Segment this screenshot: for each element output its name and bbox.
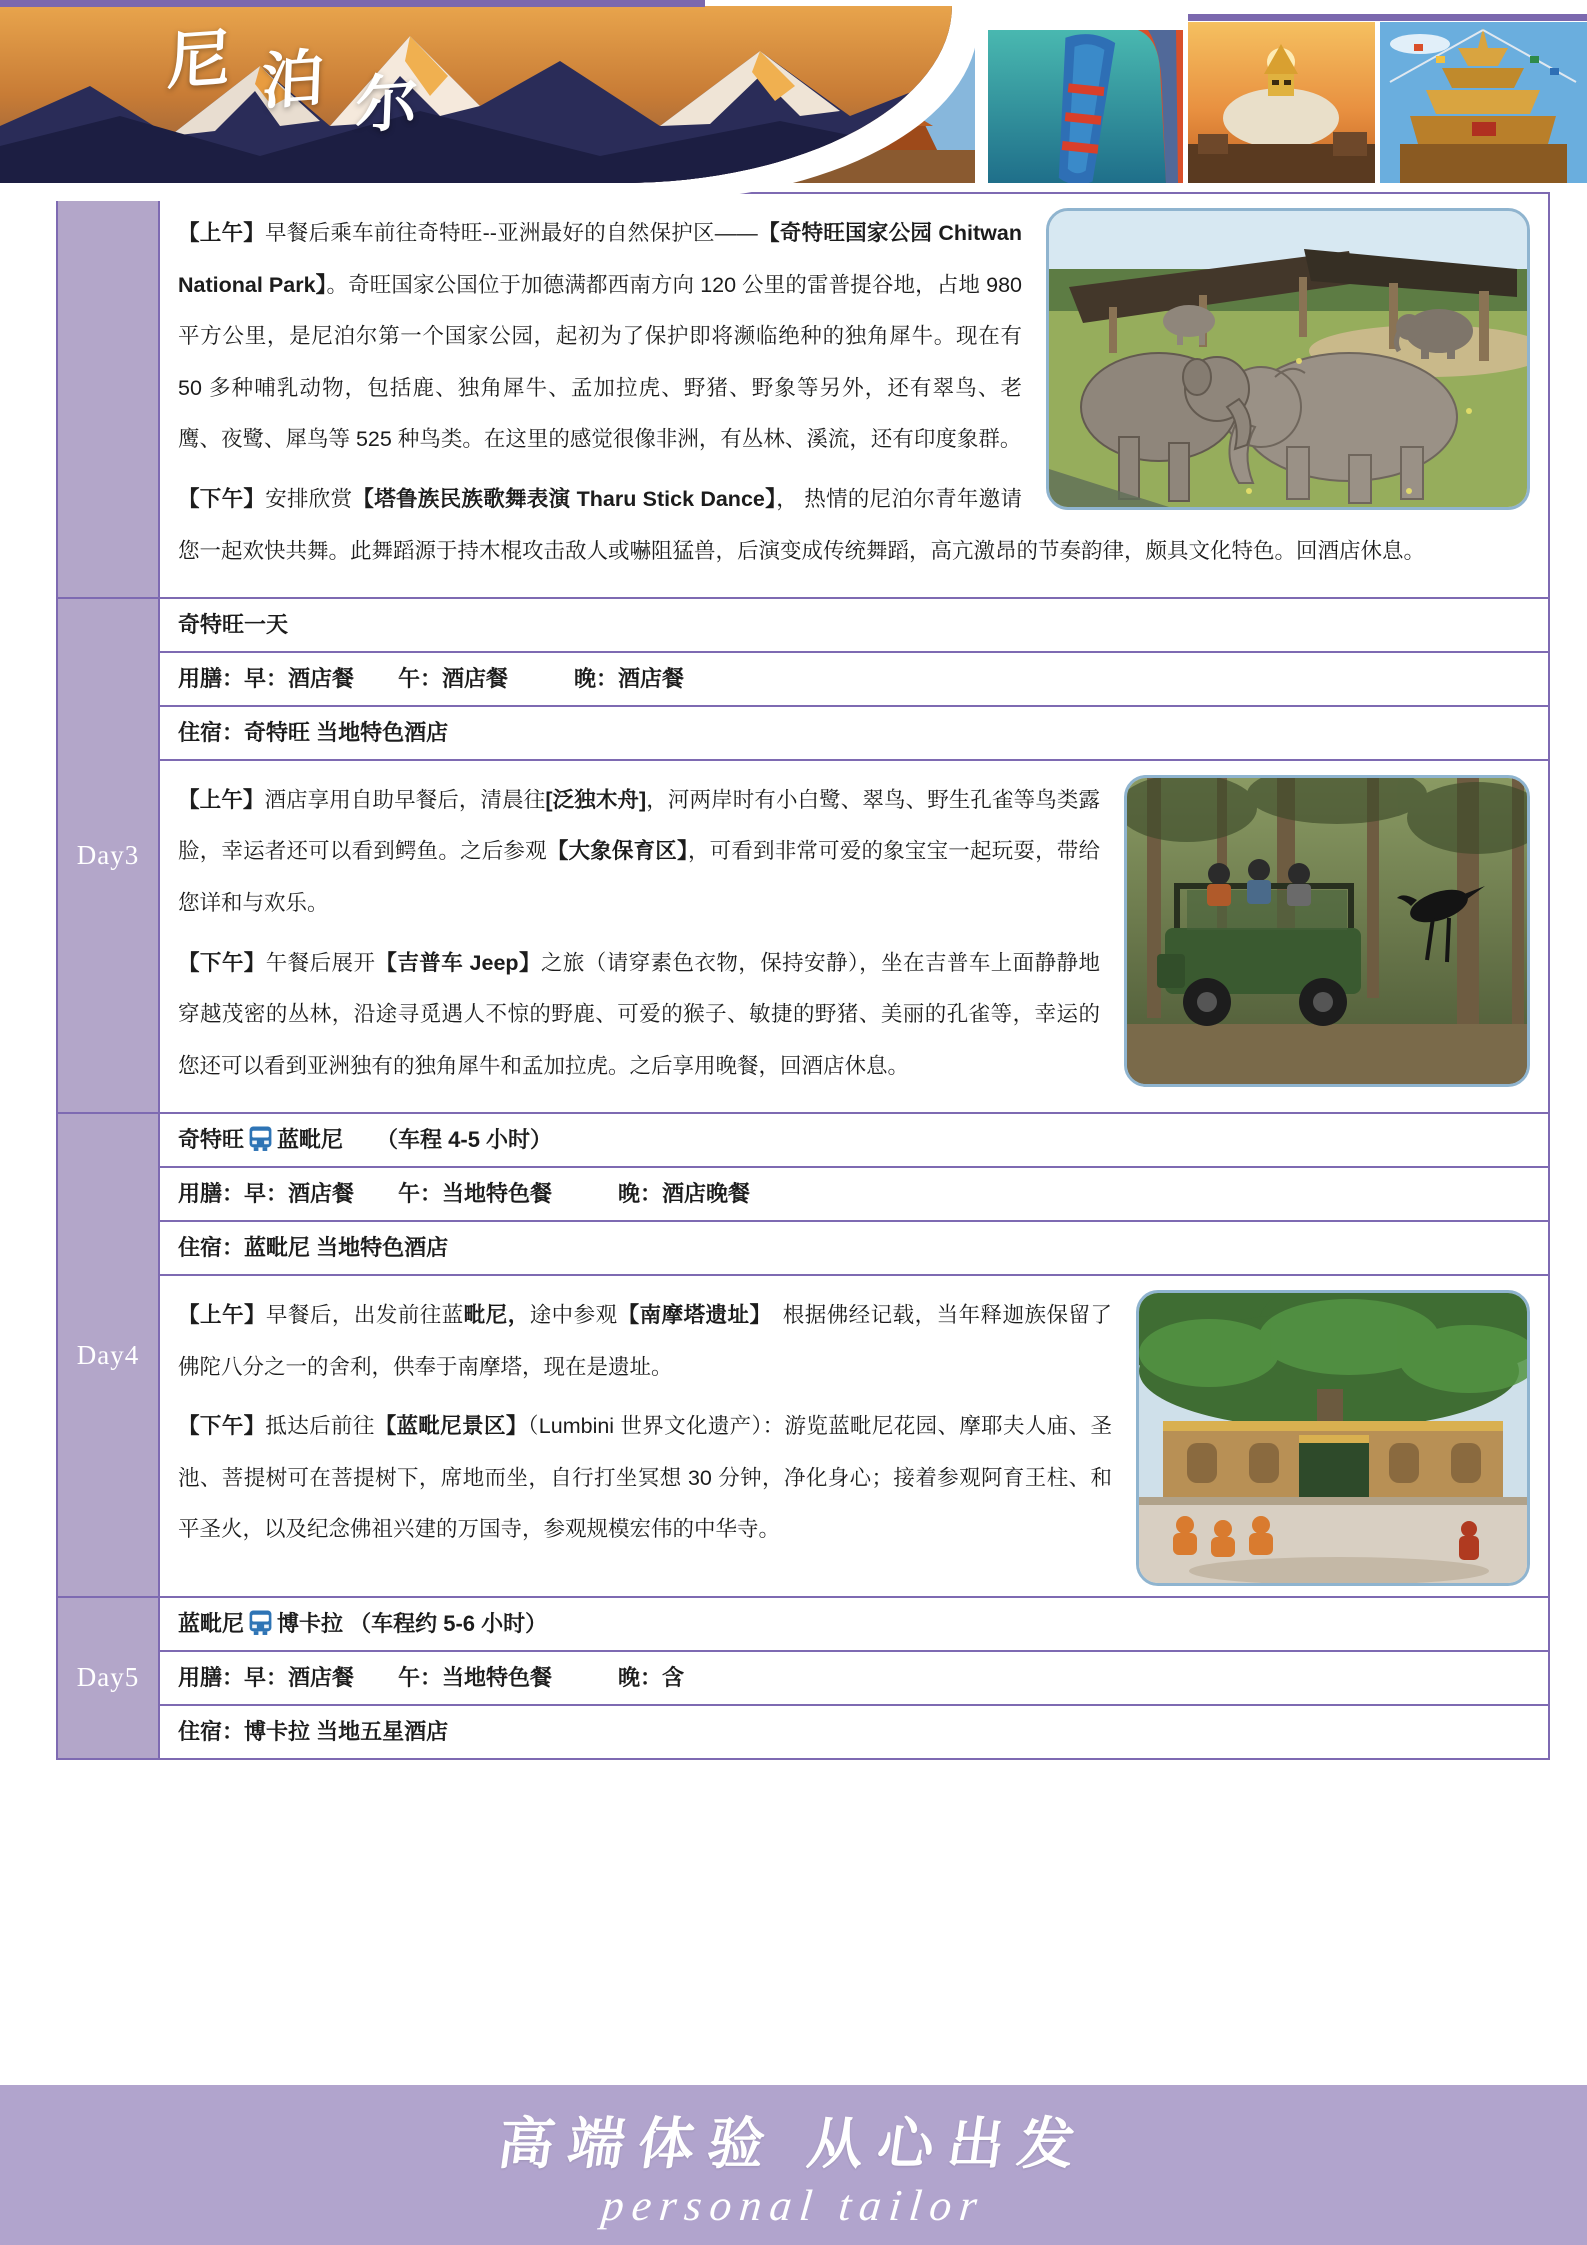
text-bold: 【南摩塔遗址】 xyxy=(617,1303,761,1328)
text-bold: 【下午】 xyxy=(178,950,266,975)
text: 之旅（请穿素色衣物，保持安静），坐在吉普车上面静静地穿越茂密的丛林，沿途寻觅遇人不惊的野鹿、可爱的猴子、敏捷的野猪、美丽的孔雀等，幸运的您还可以看到亚洲独有的独角犀牛和孟加拉虎。之后享用晚餐，回酒店休息。 xyxy=(178,950,1100,1078)
day-title-row xyxy=(160,1114,1548,1166)
footer-slogan-en: personal tailor xyxy=(599,2180,988,2230)
text-bold: 【吉普车 Jeep】 xyxy=(375,950,541,975)
brand-title xyxy=(166,10,450,142)
day-group-day4 xyxy=(58,1112,1548,1596)
day-rows xyxy=(160,1598,1548,1758)
text: 抵达后前往 xyxy=(265,1414,375,1439)
text: 午餐后展开 xyxy=(265,950,376,975)
text-bold: 【奇特旺国家公园 Chitwan National Park】 xyxy=(178,221,1022,297)
text-bold: 蓝毗尼 xyxy=(178,1611,245,1637)
photo-stupa-sunset xyxy=(1188,22,1375,183)
stay-row: 住宿：博卡拉 当地五星酒店 xyxy=(160,1704,1548,1758)
day-label-empty xyxy=(58,194,160,597)
text: 早餐后乘车前往奇特旺--亚洲最好的自然保护区—— xyxy=(265,221,758,245)
text-bold: 奇特旺 xyxy=(178,1127,245,1153)
brand-title-char: 尔 xyxy=(354,67,426,142)
day-rows xyxy=(160,194,1548,597)
photo-lake-boats xyxy=(988,30,1183,183)
bus-icon xyxy=(244,1127,277,1152)
text: 途中参观 xyxy=(529,1303,618,1328)
header-banner xyxy=(0,0,1587,183)
day-group-day5 xyxy=(58,1596,1548,1758)
top-strip-left xyxy=(0,0,705,7)
meals-row: 用膳：早：酒店餐 午：当地特色餐 晚：酒店晚餐 xyxy=(160,1166,1548,1220)
text-bold: 【上午】 xyxy=(178,221,266,245)
text: ， 热情的尼泊尔青年邀请您一起欢快共舞。此舞蹈源于持木棍攻击敌人或嚇阻猛兽，后演变成传统舞蹈，高亢激昂的节奏韵律，颇具文化特色。回酒店休息。 xyxy=(178,486,1426,563)
photo-golden-stupa xyxy=(1380,22,1587,183)
meals-row: 用膳：早：酒店餐 午：酒店餐 晚：酒店餐 xyxy=(160,651,1548,705)
description-row xyxy=(160,759,1548,1113)
text-bold: 【上午】 xyxy=(178,1303,266,1328)
text: ，河两岸时有小白鹭、翠鸟、野生孔雀等鸟类露脸，幸运者还可以看到鳄鱼。之后参观 xyxy=(178,787,1100,864)
text: ，可看到非常可爱的象宝宝一起玩耍，带给您详和与欢乐。 xyxy=(178,839,1100,916)
stay-row: 住宿：蓝毗尼 当地特色酒店 xyxy=(160,1220,1548,1274)
text-bold: 【上午】 xyxy=(178,787,265,812)
day-title-row xyxy=(160,599,1548,651)
text: 。奇旺国家公国位于加德满都西南方向 120 公里的雷普提谷地，占地 980 平方公里，是尼泊尔第一个国家公园，起初为了保护即将濒临绝种的独角犀牛。现在有 50 多种哺乳动物，包括鹿、独角犀牛、孟加拉虎、野猪、野象等另外，还有翠鸟、老鹰、夜鹭、犀鸟等 525 种鸟类。在这里的感觉很像非洲，有丛林、溪流，还有印度象群。 xyxy=(178,272,1022,452)
text-bold: 奇特旺一天 xyxy=(178,612,289,638)
text: 根据佛经记载，当年释迦族保留了佛陀八分之一的舍利，供奉于南摩塔，现在是遗址。 xyxy=(178,1303,1112,1379)
day-rows xyxy=(160,1114,1548,1596)
day-label-day3: Day3 xyxy=(58,599,160,1112)
itinerary-table xyxy=(56,192,1550,1760)
text-bold: 【下午】 xyxy=(178,486,266,511)
brand-title-char: 泊 xyxy=(260,43,332,118)
text-bold: 【蓝毗尼景区】 xyxy=(374,1414,528,1439)
text-bold: 博卡拉 （车程约 5-6 小时） xyxy=(277,1611,548,1637)
top-strip-right xyxy=(1188,14,1587,21)
day-group-day3 xyxy=(58,597,1548,1112)
text-bold: 【大象保育区】 xyxy=(546,839,688,864)
text: 安排欣赏 xyxy=(265,486,353,511)
day-label-day5: Day5 xyxy=(58,1598,160,1758)
brand-title-char: 尼 xyxy=(166,23,238,98)
bus-icon xyxy=(244,1611,277,1636)
description-row xyxy=(160,1274,1548,1576)
meals-row: 用膳：早：酒店餐 午：当地特色餐 晚：含 xyxy=(160,1650,1548,1704)
text-bold: [泛独木舟] xyxy=(545,787,647,812)
stay-row: 住宿：奇特旺 当地特色酒店 xyxy=(160,705,1548,759)
text: （Lumbini 世界文化遗产）：游览蓝毗尼花园、摩耶夫人庙、圣池、菩提树可在菩提树下，席地而坐，自行打坐冥想 30 分钟，净化身心；接着参观阿育王柱、和平圣火，以及纪念佛祖兴建的万国寺，参观规模宏伟的中华寺。 xyxy=(178,1414,1112,1542)
day-group-carryover xyxy=(58,194,1548,597)
photo-lumbini xyxy=(1136,1290,1530,1586)
footer-band xyxy=(0,2085,1587,2245)
text-bold: 蓝毗尼 （车程 4-5 小时） xyxy=(277,1127,553,1153)
text: 酒店享用自助早餐后，清晨往 xyxy=(264,787,546,812)
photo-jeep xyxy=(1124,775,1530,1087)
text-bold: 毗尼， xyxy=(463,1303,530,1328)
footer-slogan-cn: 高端体验 从心出发 xyxy=(493,2111,1093,2175)
day-label-day4: Day4 xyxy=(58,1114,160,1596)
text-bold: 【下午】 xyxy=(178,1414,266,1439)
photo-elephants xyxy=(1046,208,1530,510)
day-title-row xyxy=(160,1598,1548,1650)
description-row xyxy=(160,194,1548,597)
day-rows xyxy=(160,599,1548,1112)
text-bold: 【塔鲁族民族歌舞表演 Tharu Stick Dance】 xyxy=(352,486,777,511)
text: 早餐后，出发前往蓝 xyxy=(265,1303,464,1328)
